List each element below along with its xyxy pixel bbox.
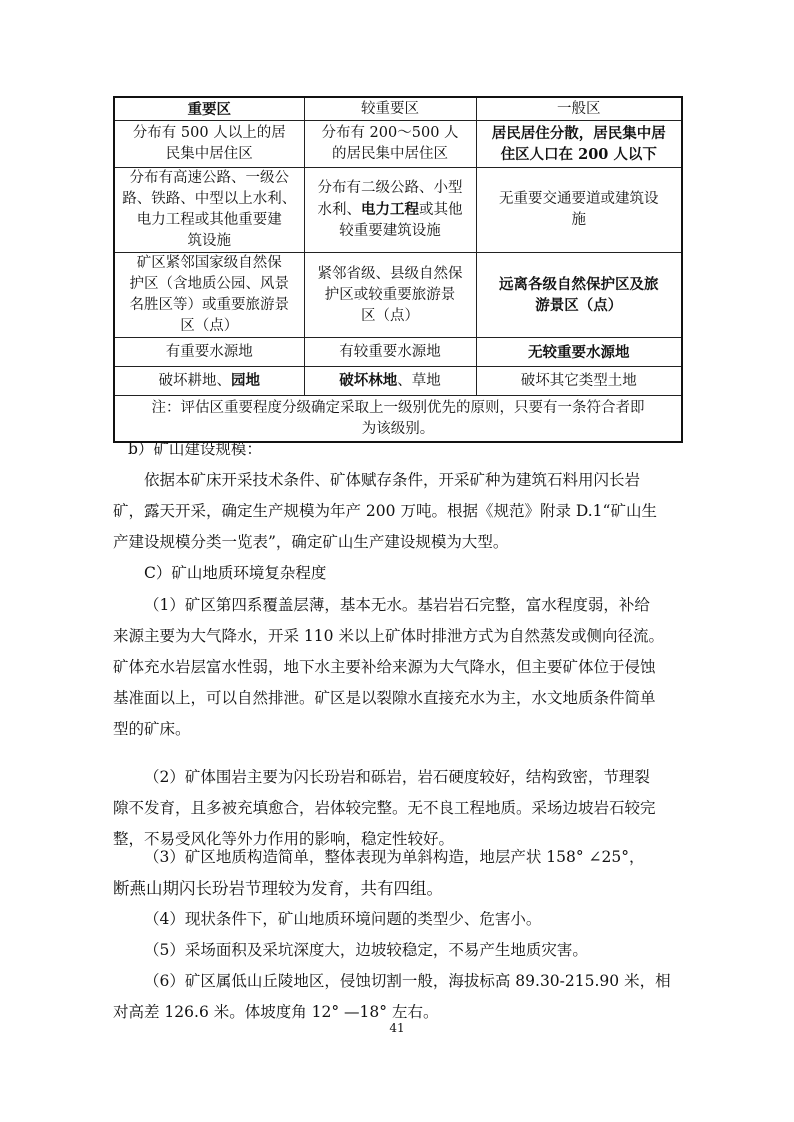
paragraph-line: 矿体充水岩层富水性弱，地下水主要补给来源为大气降水，但主要矿体位于侵蚀 (113, 658, 656, 676)
table-cell (114, 168, 304, 253)
note-line: 注：评估区重要程度分级确定采取上一级别优先的原则，只要有一条符合者即 (151, 399, 645, 416)
cell-bold-text: 电力工程 (361, 201, 419, 218)
paragraph-line: 产建设规模分类一览表”，确定矿山生产建设规模为大型。 (113, 533, 509, 551)
cell-line: 护区或较重要旅游景 (324, 286, 456, 303)
cell-line: 游景区（点） (535, 297, 623, 314)
note-line: 为该级别。 (361, 420, 435, 437)
cell-line: 施 (571, 212, 586, 228)
cell-line: 民集中居住区 (165, 146, 253, 162)
cell-line: 电力工程或其他重要建 (136, 212, 282, 228)
header-general: 一般区 (476, 97, 682, 121)
table-cell: 有较重要水源地 (304, 338, 476, 367)
paragraph-line: 隙不发育，且多被充填愈合，岩体较完整。无不良工程地质。采场边坡岩石较完 (113, 799, 656, 817)
paragraph-mining-scale (113, 465, 681, 558)
heading-text: b）矿山建设规模： (128, 440, 262, 458)
table-cell (476, 253, 682, 338)
cell-bold-text: 破坏林地 (339, 372, 398, 389)
paragraph-line: 来源主要为大气降水，开采 110 米以上矿体时排泄方式为自然蒸发或侧向径流。 (113, 627, 664, 645)
cell-line: 分布有 200～500 人 (321, 125, 459, 141)
table-cell (114, 253, 304, 338)
paragraph-terrain (113, 966, 681, 1028)
table-cell (114, 367, 304, 396)
table-cell (476, 121, 682, 168)
table-header-row (114, 97, 682, 121)
cell-line: 分布有高速公路、一级公 (129, 170, 289, 186)
paragraph-line: 依据本矿床开采技术条件、矿体赋存条件，开采矿种为建筑石料用闪长岩 (144, 471, 641, 489)
table-row (114, 253, 682, 338)
header-less-important: 较重要区 (304, 97, 476, 121)
header-important: 重要区 (114, 97, 304, 121)
cell-text: 水利、 (317, 202, 361, 218)
cell-line: 区（点） (180, 318, 239, 334)
paragraph-line: 对高差 126.6 米。体坡度角 12° —18° 左右。 (113, 1003, 439, 1021)
cell-bold-text: 园地 (231, 372, 260, 389)
paragraph-line: 整，不易受风化等外力作用的影响，稳定性较好。 (113, 830, 455, 848)
cell-line: 路、铁路、中型以上水利、 (122, 191, 297, 207)
paragraph-line: （6）矿区属低山丘陵地区，侵蚀切割一般，海拔标高 89.30-215.90 米，相 (144, 972, 671, 990)
importance-grade-table (113, 96, 683, 443)
cell-line: 的居民集中居住区 (332, 146, 448, 162)
table-row (114, 338, 682, 367)
paragraph-line: （1）矿区第四系覆盖层薄，基本无水。基岩岩石完整，富水程度弱，补给 (144, 596, 650, 614)
paragraph-line: 矿，露天开采，确定生产规模为年产 200 万吨。根据《规范》附录 D.1“矿山生 (113, 502, 657, 520)
section-c-heading (113, 558, 681, 589)
paragraph-line: （3）矿区地质构造简单，整体表现为单斜构造，地层产状 158° ∠25°， (144, 848, 645, 866)
table-cell: 无较重要水源地 (476, 338, 682, 367)
heading-text: C）矿山地质环境复杂程度 (144, 564, 327, 582)
table-row (114, 168, 682, 253)
table-cell: 破坏其它类型土地 (476, 367, 682, 396)
cell-line: 住区人口在 200 人以下 (500, 146, 657, 163)
cell-line: 较重要建筑设施 (339, 223, 441, 239)
paragraph-line: 基准面以上，可以自然排泄。矿区是以裂隙水直接充水为主，水文地质条件简单 (113, 689, 656, 707)
cell-line: 远离各级自然保护区及旅 (499, 276, 659, 293)
table-row (114, 121, 682, 168)
cell-line: 区（点） (361, 307, 419, 324)
table-row (114, 367, 682, 396)
cell-line: 名胜区等）或重要旅游景 (129, 297, 289, 313)
paragraph-line: （4）现状条件下，矿山地质环境问题的类型少、危害小。 (144, 910, 542, 928)
cell-line: 居民居住分散，居民集中居 (491, 125, 666, 142)
table-cell (114, 121, 304, 168)
table-cell (304, 253, 476, 338)
table-cell (476, 168, 682, 253)
paragraph-quarry-area (113, 935, 681, 966)
cell-line: 筑设施 (187, 233, 231, 249)
page-number: 41 (389, 1021, 405, 1035)
paragraph-line: （2）矿体围岩主要为闪长玢岩和砾岩，岩石硬度较好，结构致密，节理裂 (144, 768, 650, 786)
cell-line: 矿区紧邻国家级自然保 (136, 255, 282, 271)
table-cell (304, 121, 476, 168)
cell-line: 紧邻省级、县级自然保 (317, 265, 463, 282)
paragraph-current-status (113, 904, 681, 935)
paragraph-line: （5）采场面积及采坑深度大，边坡较稳定，不易产生地质灾害。 (144, 941, 588, 959)
cell-line: 分布有 500 人以上的居 (132, 125, 286, 141)
cell-line: 分布有二级公路、小型 (317, 180, 463, 196)
table-cell (304, 367, 476, 396)
paragraph-line: 型的矿床。 (113, 720, 191, 738)
section-b-heading (113, 434, 681, 465)
cell-text: 破坏耕地、 (158, 373, 231, 389)
paragraph-line: 断燕山期闪长玢岩节理较为发育，共有四组。 (113, 879, 443, 898)
cell-text: 或其他 (419, 202, 463, 218)
cell-line: 无重要交通要道或建筑设 (499, 191, 659, 207)
paragraph-structure (113, 842, 681, 904)
table-cell (304, 168, 476, 253)
paragraph-hydrogeology (113, 590, 681, 745)
cell-line: 护区（含地质公园、风景 (129, 276, 289, 292)
cell-text: 、草地 (397, 373, 441, 389)
table-cell: 有重要水源地 (114, 338, 304, 367)
